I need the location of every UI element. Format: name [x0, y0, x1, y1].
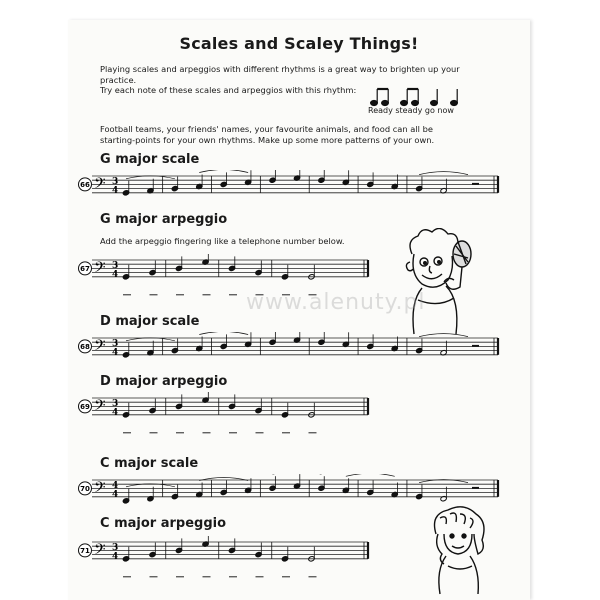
rest-icon	[472, 183, 479, 185]
rest-icon	[472, 487, 479, 489]
time-signature-bottom: 4	[112, 185, 119, 196]
time-signature-top: 3	[112, 398, 119, 409]
bass-clef-icon: 𝄢	[94, 175, 106, 197]
rest-icon	[472, 345, 479, 347]
time-signature-top: 3	[112, 176, 119, 187]
bass-clef-icon: 𝄢	[94, 541, 106, 563]
arpeggio-instruction: Add the arpeggio fingering like a telephone number below.	[100, 236, 345, 246]
bass-clef-icon: 𝄢	[94, 479, 106, 501]
watermark: www.alenuty.pl	[246, 290, 426, 315]
time-signature-bottom: 4	[112, 489, 119, 500]
heading-g-major-arpeggio: G major arpeggio	[100, 212, 228, 227]
staff-d-major-arpeggio	[78, 392, 508, 438]
heading-d-major-arpeggio: D major arpeggio	[100, 374, 228, 389]
heading-c-major-arpeggio: C major arpeggio	[100, 516, 227, 531]
slur	[199, 170, 248, 173]
slur	[346, 474, 395, 476]
bass-clef-icon: 𝄢	[94, 337, 106, 359]
exercise-number: 71	[80, 547, 90, 555]
intro-paragraph: Playing scales and arpeggios with different rhythms is a great way to brighten up your practice. Try each note of these scales and arpeggios with this rhythm:	[100, 64, 460, 95]
heading-g-major-scale: G major scale	[100, 152, 200, 167]
time-signature-top: 3	[112, 260, 119, 271]
slur	[419, 172, 468, 175]
book-page	[68, 20, 530, 600]
exercise-number: 68	[80, 343, 90, 351]
time-signature-top: 3	[112, 338, 119, 349]
staff-c-major-scale	[78, 474, 508, 508]
staff-g-major-scale	[78, 170, 508, 204]
bass-clef-icon: 𝄢	[94, 259, 106, 281]
rhythm-notes-icon	[368, 86, 478, 108]
bass-clef-icon: 𝄢	[94, 397, 106, 419]
slur	[199, 332, 248, 335]
rhythm-paragraph: Football teams, your friends' names, your favourite animals, and food can all be starting-points for your own rhythms. Make up some more patterns of your own.	[100, 124, 435, 145]
time-signature-top: 3	[112, 542, 119, 553]
heading-c-major-scale: C major scale	[100, 456, 199, 471]
rhythm-words: Ready steady go now	[368, 106, 454, 115]
time-signature-bottom: 4	[112, 269, 119, 280]
exercise-number: 67	[80, 265, 90, 273]
time-signature-bottom: 4	[112, 347, 119, 358]
exercise-number: 69	[80, 403, 90, 411]
girl-cartoon-icon	[426, 504, 496, 596]
page-title: Scales and Scaley Things!	[179, 34, 419, 53]
time-signature-bottom: 4	[112, 551, 119, 562]
time-signature-bottom: 4	[112, 407, 119, 418]
time-signature-top: 4	[112, 480, 119, 491]
heading-d-major-scale: D major scale	[100, 314, 200, 329]
exercise-number: 70	[80, 485, 90, 493]
boy-with-microphone-icon	[398, 228, 488, 340]
exercise-number: 66	[80, 181, 90, 189]
